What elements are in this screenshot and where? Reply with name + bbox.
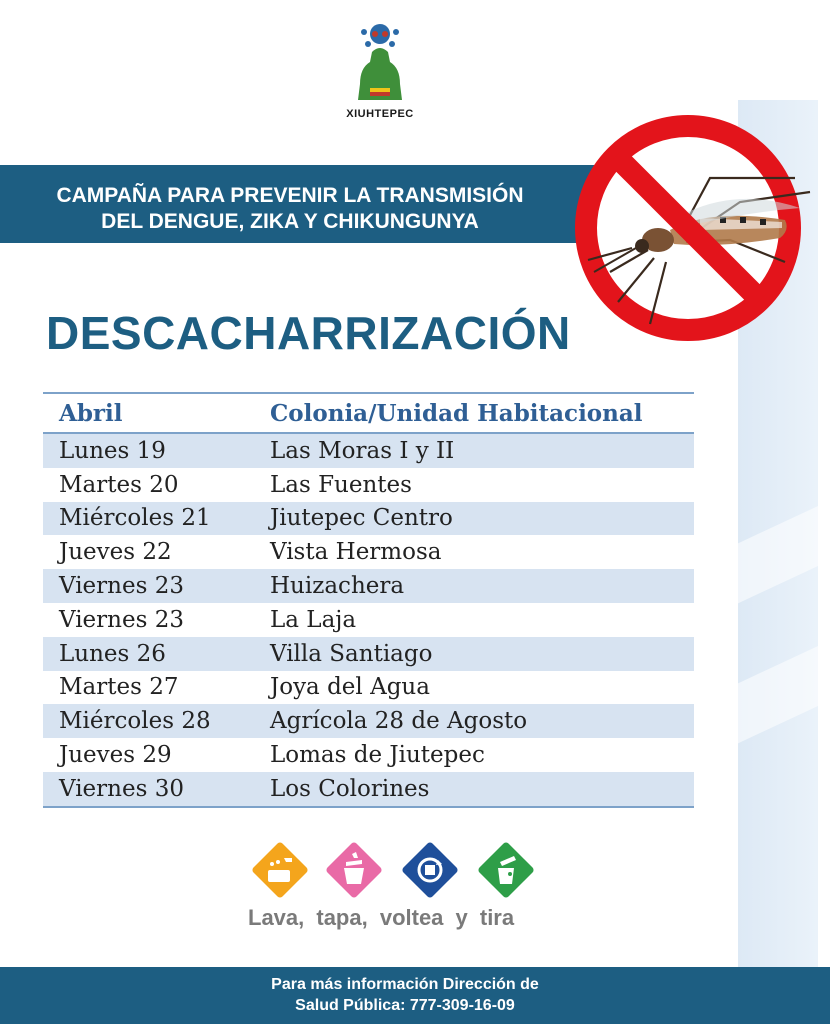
table-row xyxy=(43,704,694,738)
xiuhtepec-emblem xyxy=(350,22,410,106)
banner-line-2: DEL DENGUE, ZIKA Y CHIKUNGUNYA xyxy=(101,210,479,233)
colony-cell: Vista Hermosa xyxy=(270,539,442,566)
table-row xyxy=(43,502,694,536)
footer-info xyxy=(0,967,830,1024)
table-row xyxy=(43,772,694,806)
colony-cell: Agrícola 28 de Agosto xyxy=(270,708,528,735)
campaign-banner xyxy=(0,165,600,243)
day-cell: Martes 27 xyxy=(59,674,179,701)
tapa-icon xyxy=(322,838,386,902)
colony-cell: Joya del Agua xyxy=(270,674,430,701)
schedule-table xyxy=(43,392,694,808)
day-cell: Jueves 22 xyxy=(59,539,172,566)
colony-cell: Jiutepec Centro xyxy=(270,505,453,532)
table-row xyxy=(43,637,694,671)
footer-line-1: Para más información Dirección de xyxy=(271,976,539,993)
lava-icon xyxy=(248,838,312,902)
municipality-logo xyxy=(340,22,420,122)
banner-line-1: CAMPAÑA PARA PREVENIR LA TRANSMISIÓN xyxy=(56,184,524,207)
voltea-icon xyxy=(398,838,462,902)
tira-icon xyxy=(474,838,538,902)
footer-line-2: Salud Pública: 777-309-16-09 xyxy=(295,997,515,1014)
table-header-row xyxy=(43,394,694,434)
table-row xyxy=(43,603,694,637)
table-row xyxy=(43,569,694,603)
tagline: Lava, tapa, voltea y tira xyxy=(248,905,515,930)
day-cell: Miércoles 21 xyxy=(59,505,211,532)
table-row xyxy=(43,738,694,772)
day-cell: Viernes 23 xyxy=(59,573,184,600)
header-month: Abril xyxy=(59,399,123,427)
day-cell: Jueves 29 xyxy=(59,742,172,769)
day-cell: Lunes 26 xyxy=(59,640,166,667)
colony-cell: Las Moras I y II xyxy=(270,437,455,464)
no-mosquito-icon xyxy=(570,112,830,352)
table-row xyxy=(43,468,694,502)
day-cell: Miércoles 28 xyxy=(59,708,211,735)
day-cell: Martes 20 xyxy=(59,471,179,498)
table-row xyxy=(43,671,694,705)
colony-cell: Huizachera xyxy=(270,573,405,600)
table-row xyxy=(43,535,694,569)
day-cell: Lunes 19 xyxy=(59,437,166,464)
colony-cell: Lomas de Jiutepec xyxy=(270,742,485,769)
colony-cell: Villa Santiago xyxy=(270,640,433,667)
prevention-icons xyxy=(248,838,548,908)
logo-text: XIUHTEPEC xyxy=(346,108,414,120)
colony-cell: La Laja xyxy=(270,606,357,633)
day-cell: Viernes 23 xyxy=(59,606,184,633)
colony-cell: Las Fuentes xyxy=(270,471,412,498)
table-row xyxy=(43,434,694,468)
header-colony: Colonia/Unidad Habitacional xyxy=(270,399,643,427)
day-cell: Viernes 30 xyxy=(59,775,184,802)
colony-cell: Los Colorines xyxy=(270,775,430,802)
page-title: DESCACHARRIZACIÓN xyxy=(46,307,571,359)
